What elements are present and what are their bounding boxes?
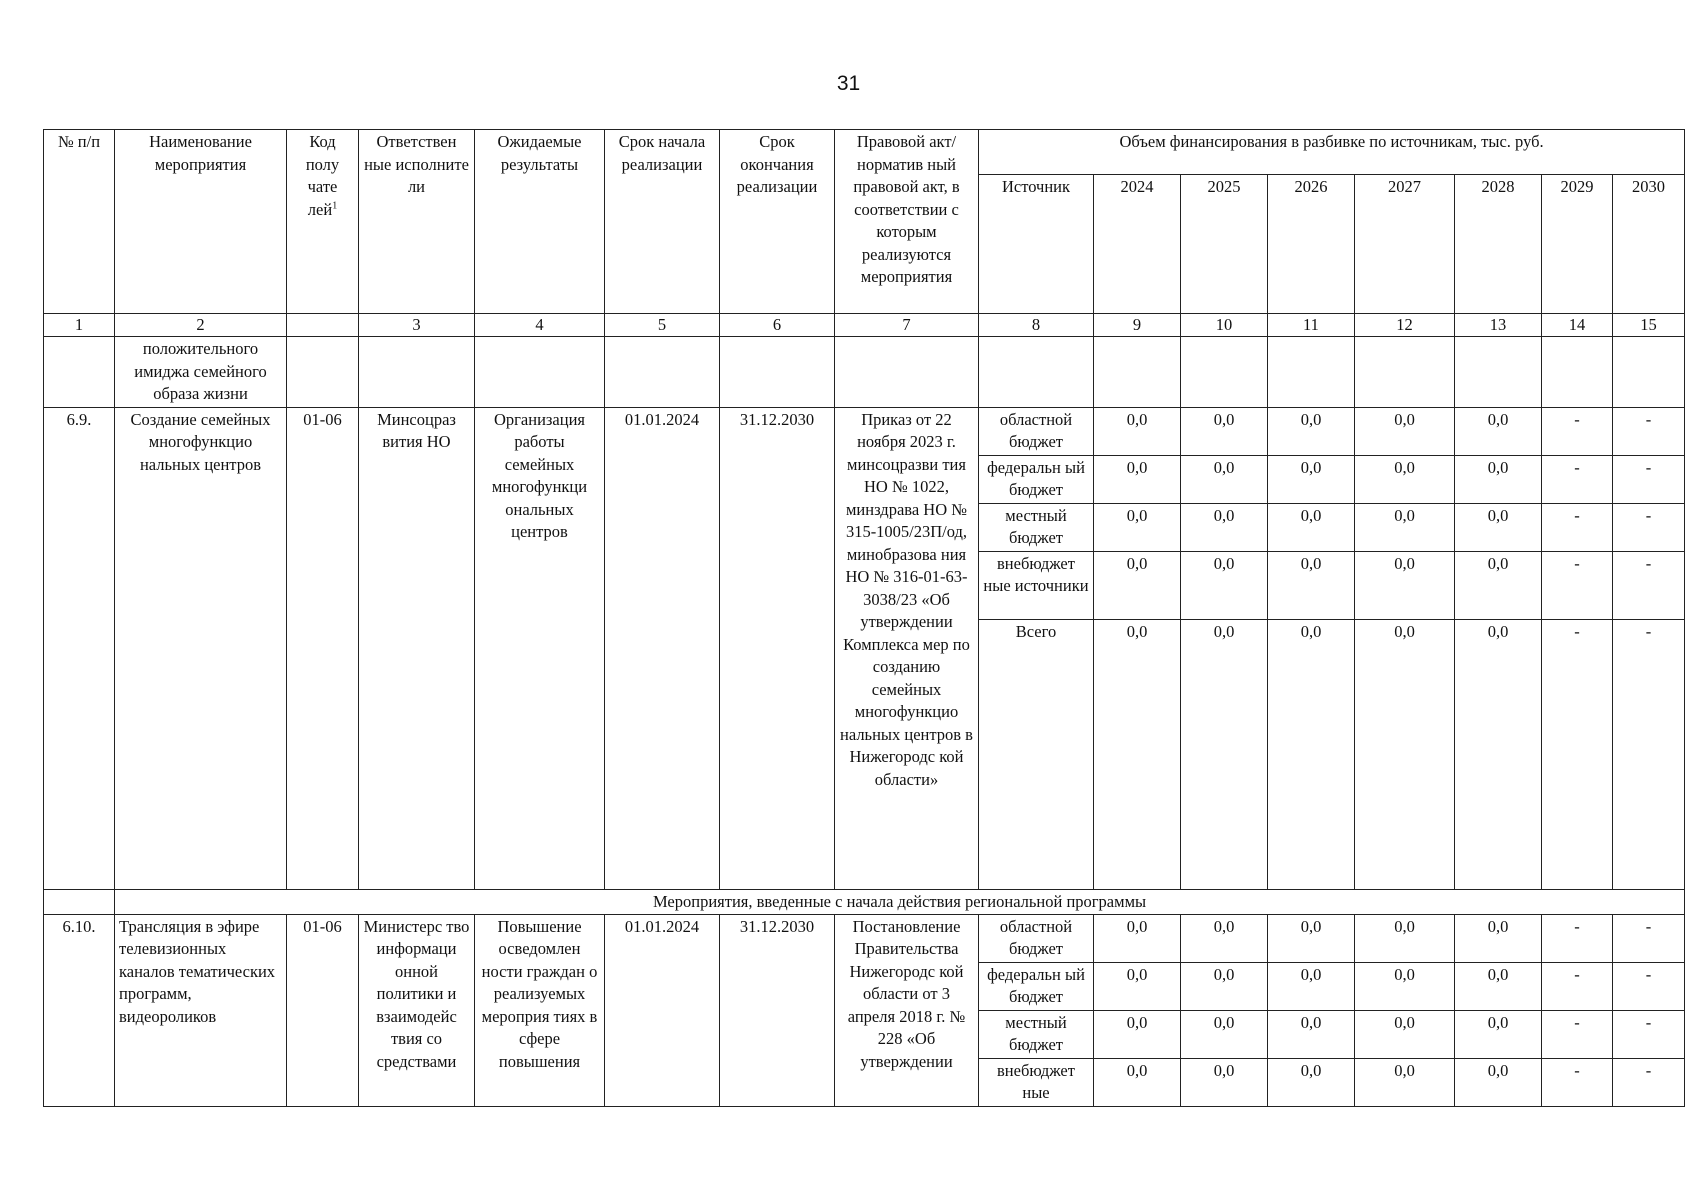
header-year: 2030: [1613, 175, 1685, 314]
header-year: 2026: [1268, 175, 1355, 314]
column-number: 2: [115, 314, 287, 337]
column-number: 15: [1613, 314, 1685, 337]
funding-value: 0,0: [1181, 962, 1268, 1010]
page-number: 31: [836, 72, 861, 95]
funding-value: 0,0: [1268, 407, 1355, 455]
funding-value: -: [1542, 914, 1613, 962]
funding-value: 0,0: [1455, 1010, 1542, 1058]
continuation-name: положительного имиджа семейного образа жизни: [115, 337, 287, 408]
column-number: 5: [605, 314, 720, 337]
funding-value: 0,0: [1268, 503, 1355, 551]
header-code-label: Код полу чате лей: [305, 132, 340, 219]
funding-value: 0,0: [1455, 455, 1542, 503]
column-number: 9: [1094, 314, 1181, 337]
funding-value: 0,0: [1355, 1010, 1455, 1058]
funding-value: 0,0: [1268, 551, 1355, 619]
funding-value: 0,0: [1455, 914, 1542, 962]
funding-value: -: [1542, 407, 1613, 455]
funding-value: 0,0: [1181, 407, 1268, 455]
funding-value: -: [1542, 455, 1613, 503]
funding-source: местный бюджет: [979, 1010, 1094, 1058]
funding-value: 0,0: [1094, 914, 1181, 962]
header-source: Источник: [979, 175, 1094, 314]
column-number: 3: [359, 314, 475, 337]
header-num: № п/п: [44, 130, 115, 314]
funding-value: -: [1613, 1058, 1685, 1106]
header-start: Срок начала реализации: [605, 130, 720, 314]
section-title: Мероприятия, введенные с начала действия региональной программы: [115, 889, 1685, 914]
funding-value: 0,0: [1094, 962, 1181, 1010]
funding-source: внебюджет ные источники: [979, 551, 1094, 619]
funding-value: -: [1613, 914, 1685, 962]
header-name: Наименование мероприятия: [115, 130, 287, 314]
funding-value: -: [1613, 962, 1685, 1010]
measure-legal: Приказ от 22 ноября 2023 г. минсоцразви тия НО № 1022, минздрава НО № 315-1005/23П/од, минобразова ния НО № 316-01-63-3038/23 «Об утверждении Комплекса мер по созданию семейных многофункцио нальных центров в Нижегородс кой области»: [835, 407, 979, 889]
column-number: 11: [1268, 314, 1355, 337]
measure-legal: Постановление Правительства Нижегородс кой области от 3 апреля 2018 г. № 228 «Об утверждении: [835, 914, 979, 1106]
funding-value: 0,0: [1355, 407, 1455, 455]
header-results: Ожидаемые результаты: [475, 130, 605, 314]
header-code: [287, 130, 359, 314]
measure-responsible: Министерс тво информаци онной политики и взаимодейс твия со средствами: [359, 914, 475, 1106]
header-year: 2025: [1181, 175, 1268, 314]
funding-value: -: [1542, 619, 1613, 889]
column-number: 14: [1542, 314, 1613, 337]
funding-value: 0,0: [1268, 1010, 1355, 1058]
funding-value: -: [1613, 407, 1685, 455]
funding-value: 0,0: [1355, 962, 1455, 1010]
funding-value: -: [1542, 1058, 1613, 1106]
measure-row: [44, 914, 1685, 962]
column-number: 1: [44, 314, 115, 337]
column-number: 13: [1455, 314, 1542, 337]
funding-value: 0,0: [1268, 455, 1355, 503]
measure-row: [44, 407, 1685, 455]
funding-value: 0,0: [1094, 455, 1181, 503]
column-number: 7: [835, 314, 979, 337]
measure-results: Организация работы семейных многофункци ональных центров: [475, 407, 605, 889]
funding-source: федеральн ый бюджет: [979, 455, 1094, 503]
measure-code: 01-06: [287, 407, 359, 889]
measure-end: 31.12.2030: [720, 914, 835, 1106]
measure-start: 01.01.2024: [605, 407, 720, 889]
header-year: 2027: [1355, 175, 1455, 314]
funding-source: областной бюджет: [979, 914, 1094, 962]
funding-value: -: [1542, 503, 1613, 551]
funding-source: Всего: [979, 619, 1094, 889]
measure-name: Трансляция в эфире телевизионных каналов тематических программ, видеороликов: [115, 914, 287, 1106]
column-number: 10: [1181, 314, 1268, 337]
measure-num: 6.10.: [44, 914, 115, 1106]
funding-value: 0,0: [1094, 407, 1181, 455]
funding-value: -: [1613, 551, 1685, 619]
funding-value: 0,0: [1455, 962, 1542, 1010]
funding-value: -: [1542, 1010, 1613, 1058]
header-year: 2024: [1094, 175, 1181, 314]
measure-code: 01-06: [287, 914, 359, 1106]
funding-value: 0,0: [1181, 455, 1268, 503]
measure-num: 6.9.: [44, 407, 115, 889]
funding-value: -: [1542, 962, 1613, 1010]
funding-value: 0,0: [1268, 1058, 1355, 1106]
funding-value: 0,0: [1181, 1010, 1268, 1058]
measures-table: [43, 129, 1685, 1107]
funding-value: 0,0: [1455, 619, 1542, 889]
funding-value: -: [1613, 455, 1685, 503]
funding-value: 0,0: [1094, 551, 1181, 619]
footnote-mark: 1: [332, 200, 338, 211]
funding-value: 0,0: [1268, 962, 1355, 1010]
header-funding: Объем финансирования в разбивке по источникам, тыс. руб.: [979, 130, 1685, 175]
funding-value: 0,0: [1181, 619, 1268, 889]
column-number: 6: [720, 314, 835, 337]
funding-value: 0,0: [1094, 1010, 1181, 1058]
header-legal: Правовой акт/норматив ный правовой акт, в соответствии с которым реализуются мероприятия: [835, 130, 979, 314]
measure-name: Создание семейных многофункцио нальных центров: [115, 407, 287, 889]
funding-value: 0,0: [1355, 455, 1455, 503]
funding-value: 0,0: [1455, 551, 1542, 619]
funding-value: 0,0: [1355, 1058, 1455, 1106]
funding-value: 0,0: [1094, 503, 1181, 551]
funding-value: 0,0: [1455, 407, 1542, 455]
funding-source: областной бюджет: [979, 407, 1094, 455]
column-number: 4: [475, 314, 605, 337]
funding-value: 0,0: [1355, 914, 1455, 962]
column-number: 8: [979, 314, 1094, 337]
funding-value: 0,0: [1355, 619, 1455, 889]
measure-end: 31.12.2030: [720, 407, 835, 889]
funding-value: 0,0: [1094, 1058, 1181, 1106]
funding-value: 0,0: [1355, 503, 1455, 551]
funding-value: -: [1542, 551, 1613, 619]
column-number: [287, 314, 359, 337]
funding-source: местный бюджет: [979, 503, 1094, 551]
column-number: 12: [1355, 314, 1455, 337]
funding-source: внебюджет ные: [979, 1058, 1094, 1106]
funding-value: 0,0: [1455, 1058, 1542, 1106]
continuation-row: [44, 337, 1685, 408]
funding-value: 0,0: [1455, 503, 1542, 551]
funding-value: 0,0: [1181, 914, 1268, 962]
funding-value: 0,0: [1181, 1058, 1268, 1106]
funding-value: 0,0: [1268, 619, 1355, 889]
section-row: [44, 889, 1685, 914]
funding-value: 0,0: [1355, 551, 1455, 619]
funding-value: -: [1613, 1010, 1685, 1058]
column-numbers-row: [44, 314, 1685, 337]
funding-value: 0,0: [1268, 914, 1355, 962]
funding-value: -: [1613, 619, 1685, 889]
header-responsible: Ответствен ные исполните ли: [359, 130, 475, 314]
header-year: 2028: [1455, 175, 1542, 314]
funding-source: федеральн ый бюджет: [979, 962, 1094, 1010]
header-end: Срок окончания реализации: [720, 130, 835, 314]
funding-value: 0,0: [1181, 503, 1268, 551]
funding-value: 0,0: [1094, 619, 1181, 889]
measure-start: 01.01.2024: [605, 914, 720, 1106]
header-year: 2029: [1542, 175, 1613, 314]
header-row-1: [44, 130, 1685, 175]
measure-responsible: Минсоцраз вития НО: [359, 407, 475, 889]
funding-value: 0,0: [1181, 551, 1268, 619]
funding-value: -: [1613, 503, 1685, 551]
measure-results: Повышение осведомлен ности граждан о реализуемых мероприя тиях в сфере повышения: [475, 914, 605, 1106]
